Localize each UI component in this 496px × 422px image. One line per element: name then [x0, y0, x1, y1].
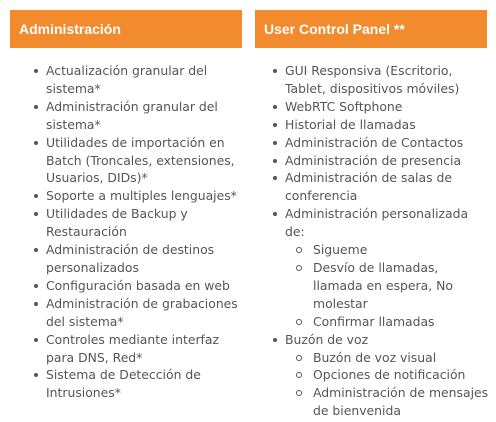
admin-feature-list	[32, 62, 244, 402]
ucp-header: User Control Panel **	[255, 10, 487, 48]
list-item: Historial de llamadas	[271, 116, 489, 134]
list-item: Configuración basada en web	[32, 277, 244, 295]
list-item: Administración de destinos personalizados	[32, 241, 244, 277]
list-item-label: Buzón de voz	[285, 331, 369, 347]
admin-column	[10, 10, 242, 401]
list-item: Administración de grabaciones del sistema*	[32, 295, 244, 331]
list-item: Sistema de Detección de Intrusiones*	[32, 366, 244, 402]
custom-admin-sublist	[285, 241, 489, 331]
list-item: Soporte a multiples lenguajes*	[32, 187, 244, 205]
list-item-label: Administración personalizada de:	[285, 206, 469, 240]
list-item: Controles mediante interfaz para DNS, Red*	[32, 331, 244, 367]
sub-list-item: Opciones de notificación	[285, 366, 489, 384]
sub-list-item: Confirmar llamadas	[285, 313, 489, 331]
list-item-voicemail	[271, 331, 489, 421]
list-item: WebRTC Softphone	[271, 98, 489, 116]
voicemail-sublist	[285, 349, 489, 421]
list-item-custom-admin	[271, 205, 489, 330]
sub-list-item: Buzón de voz visual	[285, 349, 489, 367]
list-item: Actualización granular del sistema*	[32, 62, 244, 98]
sub-list-item: Sigueme	[285, 241, 489, 259]
list-item: Administración granular del sistema*	[32, 98, 244, 134]
list-item: Utilidades de importación en Batch (Troncales, extensiones, Usuarios, DIDs)*	[32, 134, 244, 188]
sub-list-item: Desvío de llamadas, llamada en espera, No molestar	[285, 259, 489, 313]
ucp-column	[255, 10, 489, 419]
list-item: Administración de salas de conferencia	[271, 169, 489, 205]
list-item: GUI Responsiva (Escritorio, Tablet, dispositivos móviles)	[271, 62, 489, 98]
list-item: Administración de presencia	[271, 152, 489, 170]
sub-list-item: Administración de mensajes de bienvenida	[285, 384, 489, 420]
ucp-feature-list	[271, 62, 489, 420]
list-item: Utilidades de Backup y Restauración	[32, 205, 244, 241]
admin-header: Administración	[10, 10, 242, 48]
list-item: Administración de Contactos	[271, 134, 489, 152]
